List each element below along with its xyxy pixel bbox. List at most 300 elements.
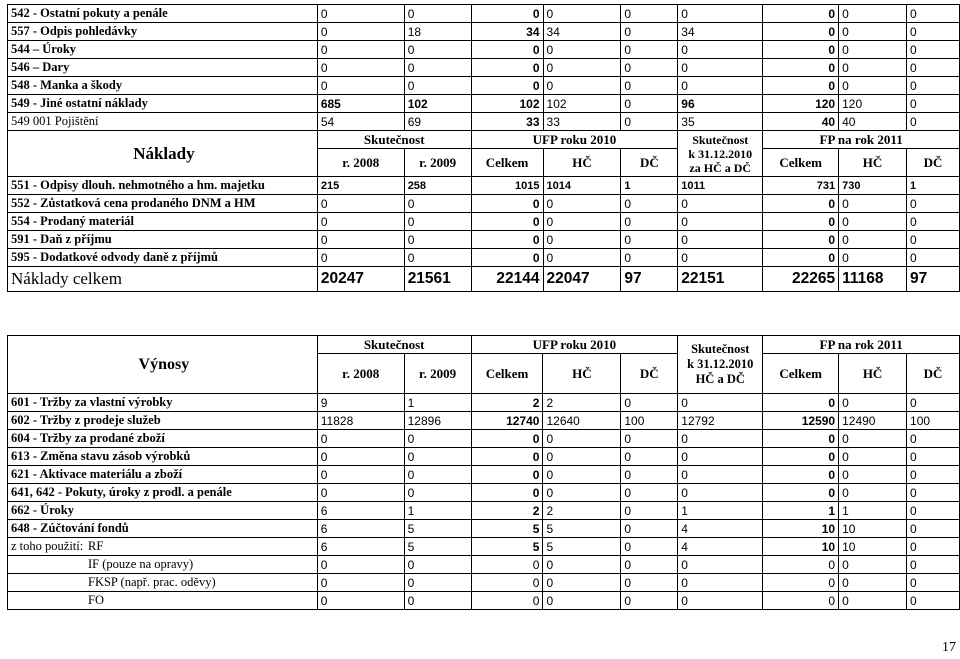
cell-value: 685 [317,95,404,113]
cell-value: 0 [763,5,839,23]
cell-value: 1 [404,502,471,520]
cell-value: 0 [907,77,960,95]
cell-value: 0 [839,231,907,249]
row-label: 544 – Úroky [8,41,318,59]
header-celkem: Celkem [471,354,543,394]
cell-value: 0 [471,556,543,574]
cell-value: 0 [763,41,839,59]
cell-value: 0 [763,195,839,213]
costs-title: Náklady [8,131,318,177]
table-row [8,77,960,95]
header-skutecnost-31: Skutečnost k 31.12.2010 HČ a DČ [678,336,763,394]
cell-value: 0 [907,538,960,556]
cell-value: 0 [763,213,839,231]
total-row [8,267,960,292]
cell-value: 102 [471,95,543,113]
revenue-title: Výnosy [8,336,318,394]
cell-value: 0 [621,466,678,484]
row-label: 601 - Tržby za vlastní výrobky [8,394,318,412]
cell-value: 69 [404,113,471,131]
cell-value: 0 [471,5,543,23]
table-row [8,556,960,574]
cell-value: 5 [404,538,471,556]
table-row [8,430,960,448]
cell-value: 4 [678,538,763,556]
cell-value: 0 [621,574,678,592]
cell-value: 0 [839,430,907,448]
cell-value: 0 [621,113,678,131]
header-celkem: Celkem [471,149,543,177]
cell-value: 0 [621,41,678,59]
cell-value: 0 [621,430,678,448]
cell-value: 730 [839,177,907,195]
total-value: 22265 [763,267,839,292]
cell-value: 0 [317,59,404,77]
cell-value: 0 [678,59,763,77]
table-row [8,113,960,131]
cell-value: 0 [543,574,621,592]
row-label: 549 - Jiné ostatní náklady [8,95,318,113]
cell-value: 0 [471,249,543,267]
cell-value: 12640 [543,412,621,430]
cell-value: 0 [471,41,543,59]
cell-value: 0 [404,249,471,267]
row-label: 552 - Zůstatková cena prodaného DNM a HM [8,195,318,213]
table-row [8,592,960,610]
cell-value: 0 [763,430,839,448]
cell-value: 0 [678,556,763,574]
cell-value: 0 [678,231,763,249]
cell-value: 2 [471,394,543,412]
row-label: 621 - Aktivace materiálu a zboží [8,466,318,484]
cell-value: 0 [317,574,404,592]
cell-value: 0 [543,556,621,574]
cell-value: 0 [678,484,763,502]
cell-value: 0 [471,448,543,466]
cell-value: 0 [907,394,960,412]
cell-value: 35 [678,113,763,131]
header-fp: FP na rok 2011 [763,131,960,149]
cell-value: 0 [471,574,543,592]
cell-value: 33 [471,113,543,131]
cell-value: 0 [543,59,621,77]
row-label: 613 - Změna stavu zásob výrobků [8,448,318,466]
cell-value: 0 [471,77,543,95]
cell-value: 0 [404,59,471,77]
total-label: Náklady celkem [8,267,318,292]
table-row [8,213,960,231]
cell-value: 0 [404,231,471,249]
cell-value: 120 [839,95,907,113]
row-label: 554 - Prodaný materiál [8,213,318,231]
cell-value: 100 [907,412,960,430]
revenue-table [7,335,960,610]
cell-value: 0 [404,41,471,59]
cell-value: 0 [317,556,404,574]
header-r2009: r. 2009 [404,149,471,177]
header-ufp: UFP roku 2010 [471,131,678,149]
total-value: 97 [907,267,960,292]
row-label: 591 - Daň z příjmu [8,231,318,249]
cell-value: 0 [907,430,960,448]
row-label: 551 - Odpisy dlouh. nehmotného a hm. majetku [8,177,318,195]
cell-value: 0 [839,394,907,412]
cell-value: 5 [471,520,543,538]
header-skutecnost-31: Skutečnost k 31.12.2010 za HČ a DČ [678,131,763,177]
cell-value: 0 [763,231,839,249]
header-fp-dc: DČ [907,149,960,177]
cell-value: 0 [839,77,907,95]
usage-item-label: IF (pouze na opravy) [88,557,194,571]
cell-value: 0 [543,249,621,267]
cell-value: 1011 [678,177,763,195]
table-row [8,195,960,213]
cell-value: 0 [621,59,678,77]
cell-value: 0 [404,484,471,502]
cell-value: 0 [404,556,471,574]
header-r2008: r. 2008 [317,149,404,177]
header-fp: FP na rok 2011 [763,336,960,354]
table-row [8,466,960,484]
cell-value: 1 [907,177,960,195]
cell-value: 0 [763,59,839,77]
cell-value: 0 [471,195,543,213]
cell-value: 0 [317,448,404,466]
cell-value: 33 [543,113,621,131]
cell-value: 1 [763,502,839,520]
cell-value: 34 [471,23,543,41]
usage-item-label: FKSP (např. prac. oděvy) [88,575,216,589]
cell-value: 0 [621,5,678,23]
table-row [8,95,960,113]
cell-value: 0 [621,23,678,41]
cell-value: 0 [678,195,763,213]
cell-value: 120 [763,95,839,113]
usage-item-label: RF [88,539,104,553]
row-label: 595 - Dodatkové odvody daně z příjmů [8,249,318,267]
cell-value: 0 [621,394,678,412]
cell-value: 12590 [763,412,839,430]
cell-value: 0 [839,448,907,466]
cell-value: 100 [621,412,678,430]
cell-value: 0 [317,592,404,610]
cell-value: 0 [907,556,960,574]
cell-value: 0 [543,484,621,502]
cell-value: 34 [678,23,763,41]
cell-value: 0 [317,23,404,41]
cell-value: 0 [763,556,839,574]
row-label: 549 001 Pojištění [8,113,318,131]
cell-value: 731 [763,177,839,195]
cell-value: 0 [543,41,621,59]
row-label: 662 - Úroky [8,502,318,520]
cell-value: 12792 [678,412,763,430]
table-row [8,23,960,41]
row-label: 548 - Manka a škody [8,77,318,95]
table-row [8,177,960,195]
cell-value: 0 [907,574,960,592]
cell-value: 5 [471,538,543,556]
cell-value: 5 [404,520,471,538]
table-row [8,484,960,502]
total-value: 21561 [404,267,471,292]
cell-value: 0 [907,502,960,520]
cell-value: 0 [543,430,621,448]
row-label: 546 – Dary [8,59,318,77]
cell-value: 0 [404,195,471,213]
cell-value: 0 [471,466,543,484]
cell-value: 0 [317,195,404,213]
cell-value: 0 [907,113,960,131]
cell-value: 4 [678,520,763,538]
row-label [8,556,318,574]
cell-value: 0 [839,59,907,77]
cell-value: 6 [317,502,404,520]
cell-value: 0 [907,484,960,502]
header-skutecnost: Skutečnost [317,336,471,354]
cell-value: 10 [763,538,839,556]
cell-value: 1 [404,394,471,412]
table-row [8,448,960,466]
cell-value: 0 [621,448,678,466]
cell-value: 0 [621,520,678,538]
cell-value: 0 [907,5,960,23]
cell-value: 0 [543,213,621,231]
cell-value: 0 [543,5,621,23]
row-label: 604 - Tržby za prodané zboží [8,430,318,448]
cell-value: 0 [678,213,763,231]
table-row [8,412,960,430]
cell-value: 5 [543,520,621,538]
cell-value: 0 [907,592,960,610]
cell-value: 0 [621,213,678,231]
row-label [8,538,318,556]
row-label: 542 - Ostatní pokuty a penále [8,5,318,23]
cell-value: 0 [471,59,543,77]
cell-value: 0 [907,23,960,41]
cell-value: 0 [621,502,678,520]
cell-value: 0 [907,41,960,59]
header-hc: HČ [543,149,621,177]
header-ufp: UFP roku 2010 [471,336,678,354]
header-fp-hc: HČ [839,354,907,394]
header-fp-dc: DČ [907,354,960,394]
row-label: 641, 642 - Pokuty, úroky z prodl. a penále [8,484,318,502]
cell-value: 0 [678,574,763,592]
page-number: 17 [942,640,956,655]
cell-value: 0 [763,484,839,502]
cell-value: 40 [763,113,839,131]
cell-value: 0 [678,5,763,23]
cell-value: 0 [907,213,960,231]
total-value: 11168 [839,267,907,292]
cell-value: 0 [763,77,839,95]
cell-value: 0 [907,95,960,113]
cell-value: 0 [404,5,471,23]
cell-value: 0 [621,95,678,113]
cell-value: 0 [678,430,763,448]
cell-value: 0 [621,592,678,610]
cell-value: 0 [907,195,960,213]
cell-value: 258 [404,177,471,195]
cell-value: 0 [317,231,404,249]
cell-value: 1015 [471,177,543,195]
cell-value: 5 [543,538,621,556]
cell-value: 6 [317,538,404,556]
table-row [8,574,960,592]
cell-value: 0 [543,195,621,213]
cell-value: 0 [404,77,471,95]
cell-value: 0 [763,23,839,41]
cell-value: 0 [317,484,404,502]
cell-value: 0 [621,556,678,574]
cell-value: 0 [543,231,621,249]
cell-value: 0 [839,484,907,502]
cell-value: 0 [839,249,907,267]
cell-value: 10 [763,520,839,538]
cell-value: 0 [763,574,839,592]
cell-value: 0 [678,466,763,484]
cell-value: 2 [471,502,543,520]
table-row [8,249,960,267]
cell-value: 0 [839,41,907,59]
total-value: 22151 [678,267,763,292]
cell-value: 0 [907,231,960,249]
row-label [8,592,318,610]
cell-value: 0 [543,466,621,484]
usage-label: z toho použití: [11,539,84,553]
cell-value: 0 [471,430,543,448]
total-value: 20247 [317,267,404,292]
header-hc: HČ [543,354,621,394]
cell-value: 0 [317,466,404,484]
usage-item-label: FO [88,593,104,607]
cell-value: 40 [839,113,907,131]
table-row [8,5,960,23]
cell-value: 0 [839,5,907,23]
cell-value: 1 [678,502,763,520]
cell-value: 0 [678,77,763,95]
cell-value: 0 [471,484,543,502]
cell-value: 0 [763,394,839,412]
cell-value: 0 [678,249,763,267]
header-dc: DČ [621,354,678,394]
cell-value: 0 [621,538,678,556]
cell-value: 0 [907,466,960,484]
cell-value: 0 [678,592,763,610]
cell-value: 0 [317,5,404,23]
cell-value: 11828 [317,412,404,430]
cell-value: 0 [621,195,678,213]
cell-value: 0 [317,77,404,95]
cell-value: 0 [404,430,471,448]
cell-value: 0 [471,231,543,249]
cell-value: 0 [404,213,471,231]
cell-value: 0 [621,231,678,249]
cell-value: 0 [839,574,907,592]
cell-value: 12740 [471,412,543,430]
cell-value: 0 [621,77,678,95]
cell-value: 0 [907,249,960,267]
cell-value: 0 [317,249,404,267]
table-row [8,231,960,249]
cell-value: 0 [907,59,960,77]
cell-value: 0 [621,249,678,267]
cell-value: 0 [471,592,543,610]
cell-value: 0 [678,448,763,466]
cell-value: 18 [404,23,471,41]
cell-value: 0 [404,448,471,466]
table-row [8,538,960,556]
cell-value: 0 [839,213,907,231]
cell-value: 0 [317,430,404,448]
cell-value: 6 [317,520,404,538]
table-row [8,59,960,77]
cell-value: 9 [317,394,404,412]
row-label: 602 - Tržby z prodeje služeb [8,412,318,430]
row-label [8,574,318,592]
cell-value: 0 [839,592,907,610]
cell-value: 1014 [543,177,621,195]
table-row [8,41,960,59]
cell-value: 96 [678,95,763,113]
cell-value: 0 [839,195,907,213]
header-dc: DČ [621,149,678,177]
cell-value: 0 [543,77,621,95]
cell-value: 34 [543,23,621,41]
cell-value: 0 [404,592,471,610]
cell-value: 0 [839,556,907,574]
total-value: 22047 [543,267,621,292]
cell-value: 0 [907,448,960,466]
table-row [8,394,960,412]
table-row [8,502,960,520]
cell-value: 102 [543,95,621,113]
table-row [8,520,960,538]
cell-value: 1 [621,177,678,195]
cell-value: 0 [404,574,471,592]
header-r2009: r. 2009 [404,354,471,394]
cell-value: 0 [678,41,763,59]
cell-value: 0 [471,213,543,231]
cell-value: 0 [678,394,763,412]
cell-value: 10 [839,538,907,556]
total-value: 97 [621,267,678,292]
header-r2008: r. 2008 [317,354,404,394]
cell-value: 1 [839,502,907,520]
cell-value: 0 [543,592,621,610]
cell-value: 215 [317,177,404,195]
cell-value: 0 [621,484,678,502]
cell-value: 0 [404,466,471,484]
row-label: 557 - Odpis pohledávky [8,23,318,41]
costs-table [7,4,960,292]
cell-value: 0 [543,448,621,466]
cell-value: 2 [543,502,621,520]
header-fp-celkem: Celkem [763,149,839,177]
cell-value: 0 [839,466,907,484]
cell-value: 12896 [404,412,471,430]
cell-value: 0 [763,249,839,267]
cell-value: 0 [763,592,839,610]
cell-value: 0 [763,466,839,484]
cell-value: 10 [839,520,907,538]
cell-value: 0 [839,23,907,41]
cell-value: 12490 [839,412,907,430]
cell-value: 0 [317,41,404,59]
cell-value: 0 [317,213,404,231]
total-value: 22144 [471,267,543,292]
